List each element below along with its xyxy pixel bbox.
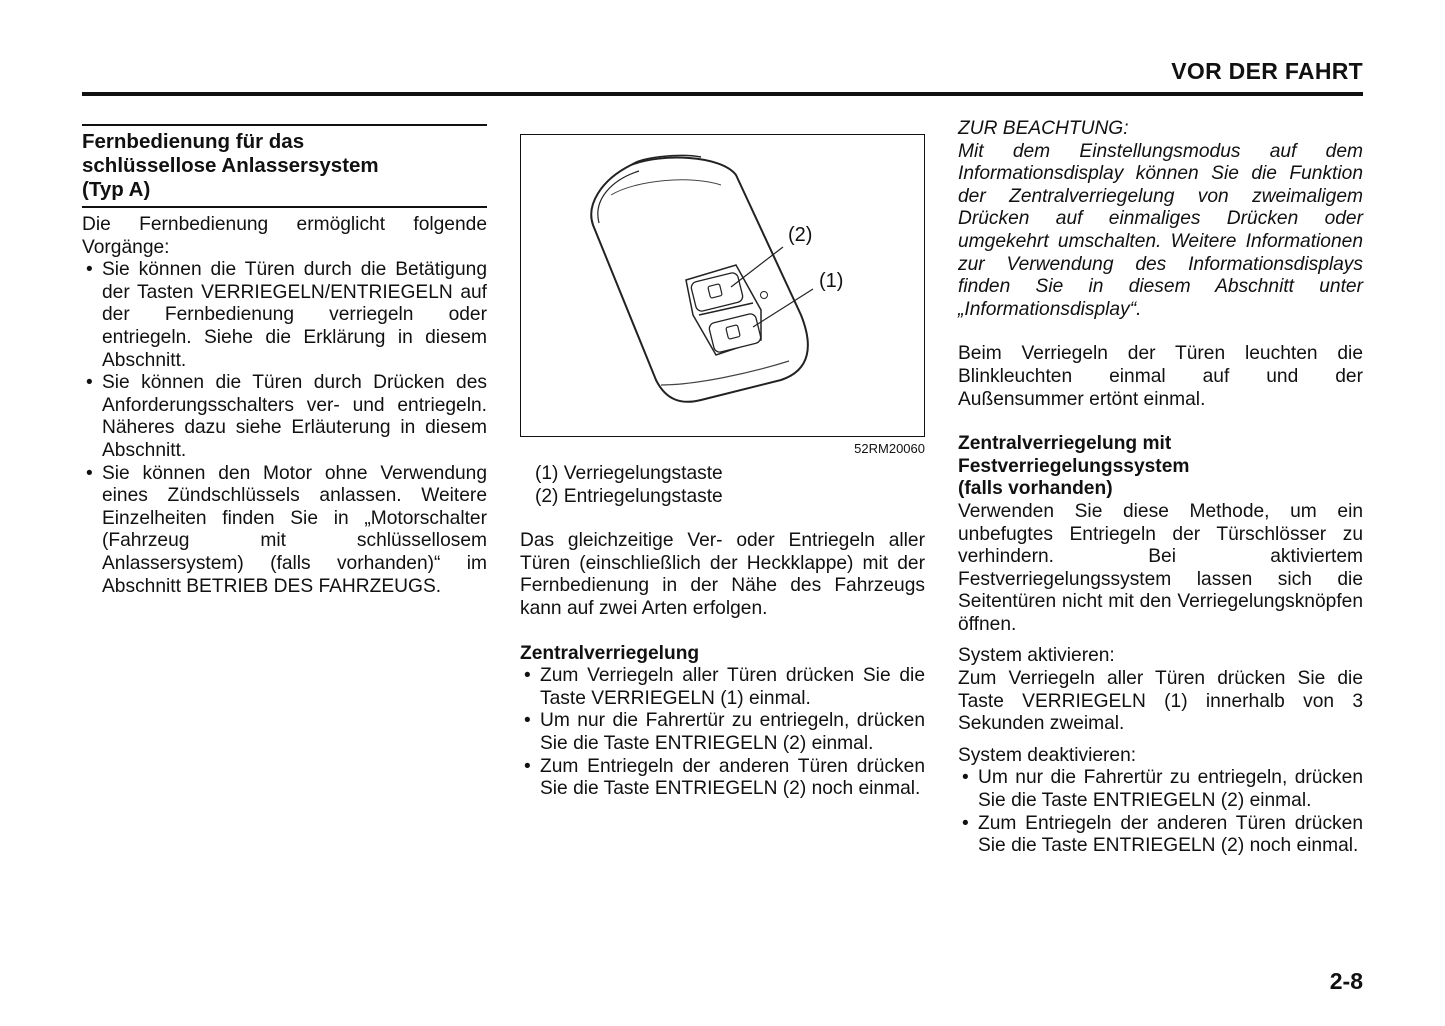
paragraph-deadlock: Verwenden Sie diese Methode, um ein unbefugtes Entriegeln der Türschlösser zu verhindern. Bei aktiviertem Festverriegelungssystem lassen sich die Seitentüren nicht mit den Verriegelungsknöpfen öffnen.	[958, 500, 1363, 635]
deactivate-label: System deaktivieren:	[958, 744, 1137, 766]
figure-captions	[520, 463, 925, 508]
subheading-deadlock-line-1: Zentralverriegelung mit	[958, 433, 1172, 455]
remote-key-figure	[520, 134, 925, 437]
column-middle	[520, 124, 925, 801]
list-item: • Um nur die Fahrertür zu entriegeln, drücken Sie die Taste ENTRIEGELN (2) einmal.	[958, 767, 1363, 812]
feature-list	[82, 259, 487, 598]
section-heading-line-1: Fernbedienung für das	[82, 130, 305, 153]
list-item: • Sie können den Motor ohne Verwendung eines Zündschlüssels anlassen. Weitere Einzelheiten finden Sie in „Motorschalter (Fahrzeug mit schlüssellosem Anlassersystem) (falls vorhanden)“ im Abschnitt BETRIEB DES FAHRZEUGS.	[82, 463, 487, 599]
deactivate-list	[958, 767, 1363, 857]
section-heading	[82, 124, 487, 208]
subheading-central-locking: Zentralverriegelung	[520, 642, 700, 664]
list-item: • Zum Verriegeln aller Türen drücken Sie die Taste VERRIEGELN (1) einmal.	[520, 665, 925, 710]
intro-paragraph: Die Fernbedienung ermöglicht folgende Vorgänge:	[82, 214, 487, 258]
note-text: Mit dem Einstellungsmodus auf dem Informationsdisplay können Sie die Funktion der Zentralverriegelung von zweimaligem Drücken auf einmaliges Drücken oder umgekehrt umschalten. Weitere Informationen zur Verwendung des Informationsdisplays finden Sie in diesem Abschnitt unter „Informationsdisplay“.	[958, 140, 1363, 320]
subheading-deadlock	[958, 433, 1363, 501]
subheading-deadlock-line-2: Festverriegelungssystem	[958, 455, 1190, 477]
remote-key-illustration	[521, 135, 924, 436]
column-left	[82, 124, 487, 598]
caption-1: (1) Verriegelungstaste	[535, 463, 723, 484]
running-header: VOR DER FAHRT	[1171, 58, 1363, 84]
paragraph-two-ways: Das gleichzeitige Ver- oder Entriegeln aller Türen (einschließlich der Heckklappe) mit der Fernbedienung in der Nähe des Fahrzeugs kann auf zwei Arten erfolgen.	[520, 530, 925, 619]
section-heading-line-2: schlüssellose Anlassersystem	[82, 154, 379, 177]
paragraph-blink: Beim Verriegeln der Türen leuchten die Blinkleuchten einmal auf und der Außensummer ertönt einmal.	[958, 343, 1363, 410]
subheading-deadlock-line-3: (falls vorhanden)	[958, 478, 1113, 500]
callout-2: (2)	[788, 224, 813, 246]
list-item: • Zum Entriegeln der anderen Türen drücken Sie die Taste ENTRIEGELN (2) noch einmal.	[520, 756, 925, 801]
column-right	[958, 118, 1363, 858]
list-item: • Zum Entriegeln der anderen Türen drücken Sie die Taste ENTRIEGELN (2) noch einmal.	[958, 813, 1363, 858]
page-number: 2-8	[1329, 968, 1363, 994]
central-locking-list	[520, 665, 925, 801]
callout-1: (1)	[819, 270, 844, 292]
header-rule	[82, 92, 1363, 96]
list-item: • Sie können die Türen durch die Betätigung der Tasten VERRIEGELN/ENTRIEGELN auf der Fernbedienung verriegeln oder entriegeln. Siehe die Erklärung in diesem Abschnitt.	[82, 259, 487, 372]
note-title: ZUR BEACHTUNG:	[958, 118, 1129, 139]
caption-2: (2) Entriegelungstaste	[535, 485, 723, 507]
figure-code: 52RM20060	[854, 441, 925, 456]
activate-label: System aktivieren:	[958, 645, 1115, 667]
list-item: • Um nur die Fahrertür zu entriegeln, drücken Sie die Taste ENTRIEGELN (2) einmal.	[520, 710, 925, 755]
section-heading-line-3: (Typ A)	[82, 178, 151, 201]
activate-text: Zum Verriegeln aller Türen drücken Sie die Taste VERRIEGELN (1) innerhalb von 3 Sekunden zweimal.	[958, 668, 1363, 735]
list-item: • Sie können die Türen durch Drücken des Anforderungsschalters ver- und entriegeln. Näheres dazu siehe Erläuterung in diesem Abschnitt.	[82, 372, 487, 462]
